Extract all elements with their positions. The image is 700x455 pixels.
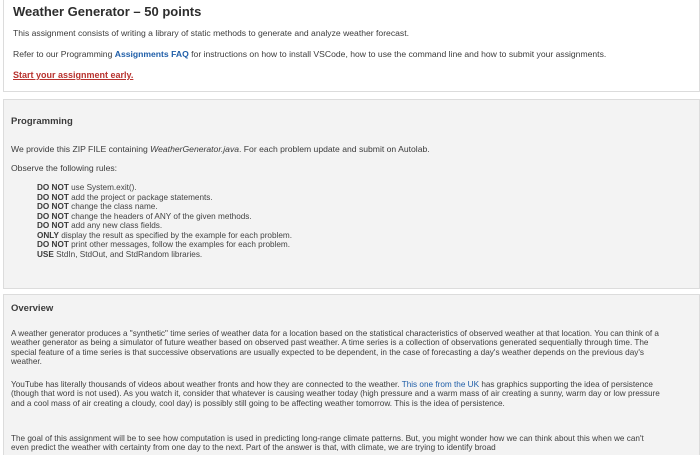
intro-text: This assignment consists of writing a library of static methods to generate and analyze weather forecast.	[13, 28, 409, 38]
rules-intro: Observe the following rules:	[11, 163, 118, 173]
programming-section	[3, 99, 700, 289]
start-early-link[interactable]: Start your assignment early.	[13, 70, 134, 80]
overview-section	[3, 294, 700, 455]
rule-item: DO NOT change the headers of ANY of the given methods.	[37, 211, 252, 221]
rule-item: DO NOT print other messages, follow the examples for each problem.	[37, 240, 291, 249]
rule-item: DO NOT add any new class fields.	[37, 221, 163, 230]
java-file-name: WeatherGenerator.java	[150, 144, 240, 154]
assignments-faq-link[interactable]: Assignments FAQ	[114, 49, 189, 59]
faq-text-post: for instructions on how to install VSCode, how to use the command line and how to submit your assignments.	[188, 49, 607, 59]
page-title: Weather Generator – 50 points	[13, 4, 202, 19]
uk-video-link[interactable]: This one from the UK	[401, 380, 480, 389]
zip-text-pre: We provide this ZIP FILE containing	[11, 144, 151, 154]
rule-item: DO NOT add the project or package statements.	[37, 192, 213, 202]
rule-item: DO NOT use System.exit().	[37, 183, 137, 192]
zip-text-post: . For each problem update and submit on Autolab.	[239, 144, 430, 154]
paragraph-2-pre: YouTube has literally thousands of videos about weather fronts and how they are connected to the weather.	[11, 380, 402, 389]
overview-heading: Overview	[11, 303, 54, 314]
rule-item: ONLY display the result as specified by the example for each problem.	[37, 230, 293, 240]
faq-text	[13, 49, 606, 59]
overview-paragraph-3: The goal of this assignment will be to see how computation is used in predicting long-range climate patterns. But, you might wonder how we can think about this when we can't even predict the weather with certainty from one day to the next. Part of the answer is that, with climate, we are trying to identify broad	[11, 434, 644, 453]
rule-item: USE StdIn, StdOut, and StdRandom libraries.	[37, 249, 203, 259]
programming-heading: Programming	[11, 116, 73, 127]
overview-paragraph-2	[11, 380, 663, 408]
zip-file-text	[11, 144, 430, 154]
faq-text-pre: Refer to our Programming	[13, 49, 115, 59]
rule-item: DO NOT change the class name.	[37, 202, 158, 211]
overview-paragraph-1: A weather generator produces a "synthetic" time series of weather data for a location based on the statistical characteristics of observed weather at that location. You can think of a weather generator as being a simulator of future weather based on observed past weather. A time series is a collection of observations generated sequentially through time. The special feature of a time series is that successive observations are usually expected to be dependent, in the case of forecasting a day's weather depends on the previous day's weather.	[11, 329, 659, 367]
assignment-header	[3, 0, 700, 92]
paragraph-2-post: has graphics supporting the idea of persistence (though that word is not used). As you watch it, consider that whatever is causing weather today (high pressure and a warm mass of air creating a sunny, warm day or low pressure and a cool mass of air creating a cloudy, cool day) is possibly still going to be affecting weather tomorrow. This is the idea of persistence.	[11, 380, 660, 408]
